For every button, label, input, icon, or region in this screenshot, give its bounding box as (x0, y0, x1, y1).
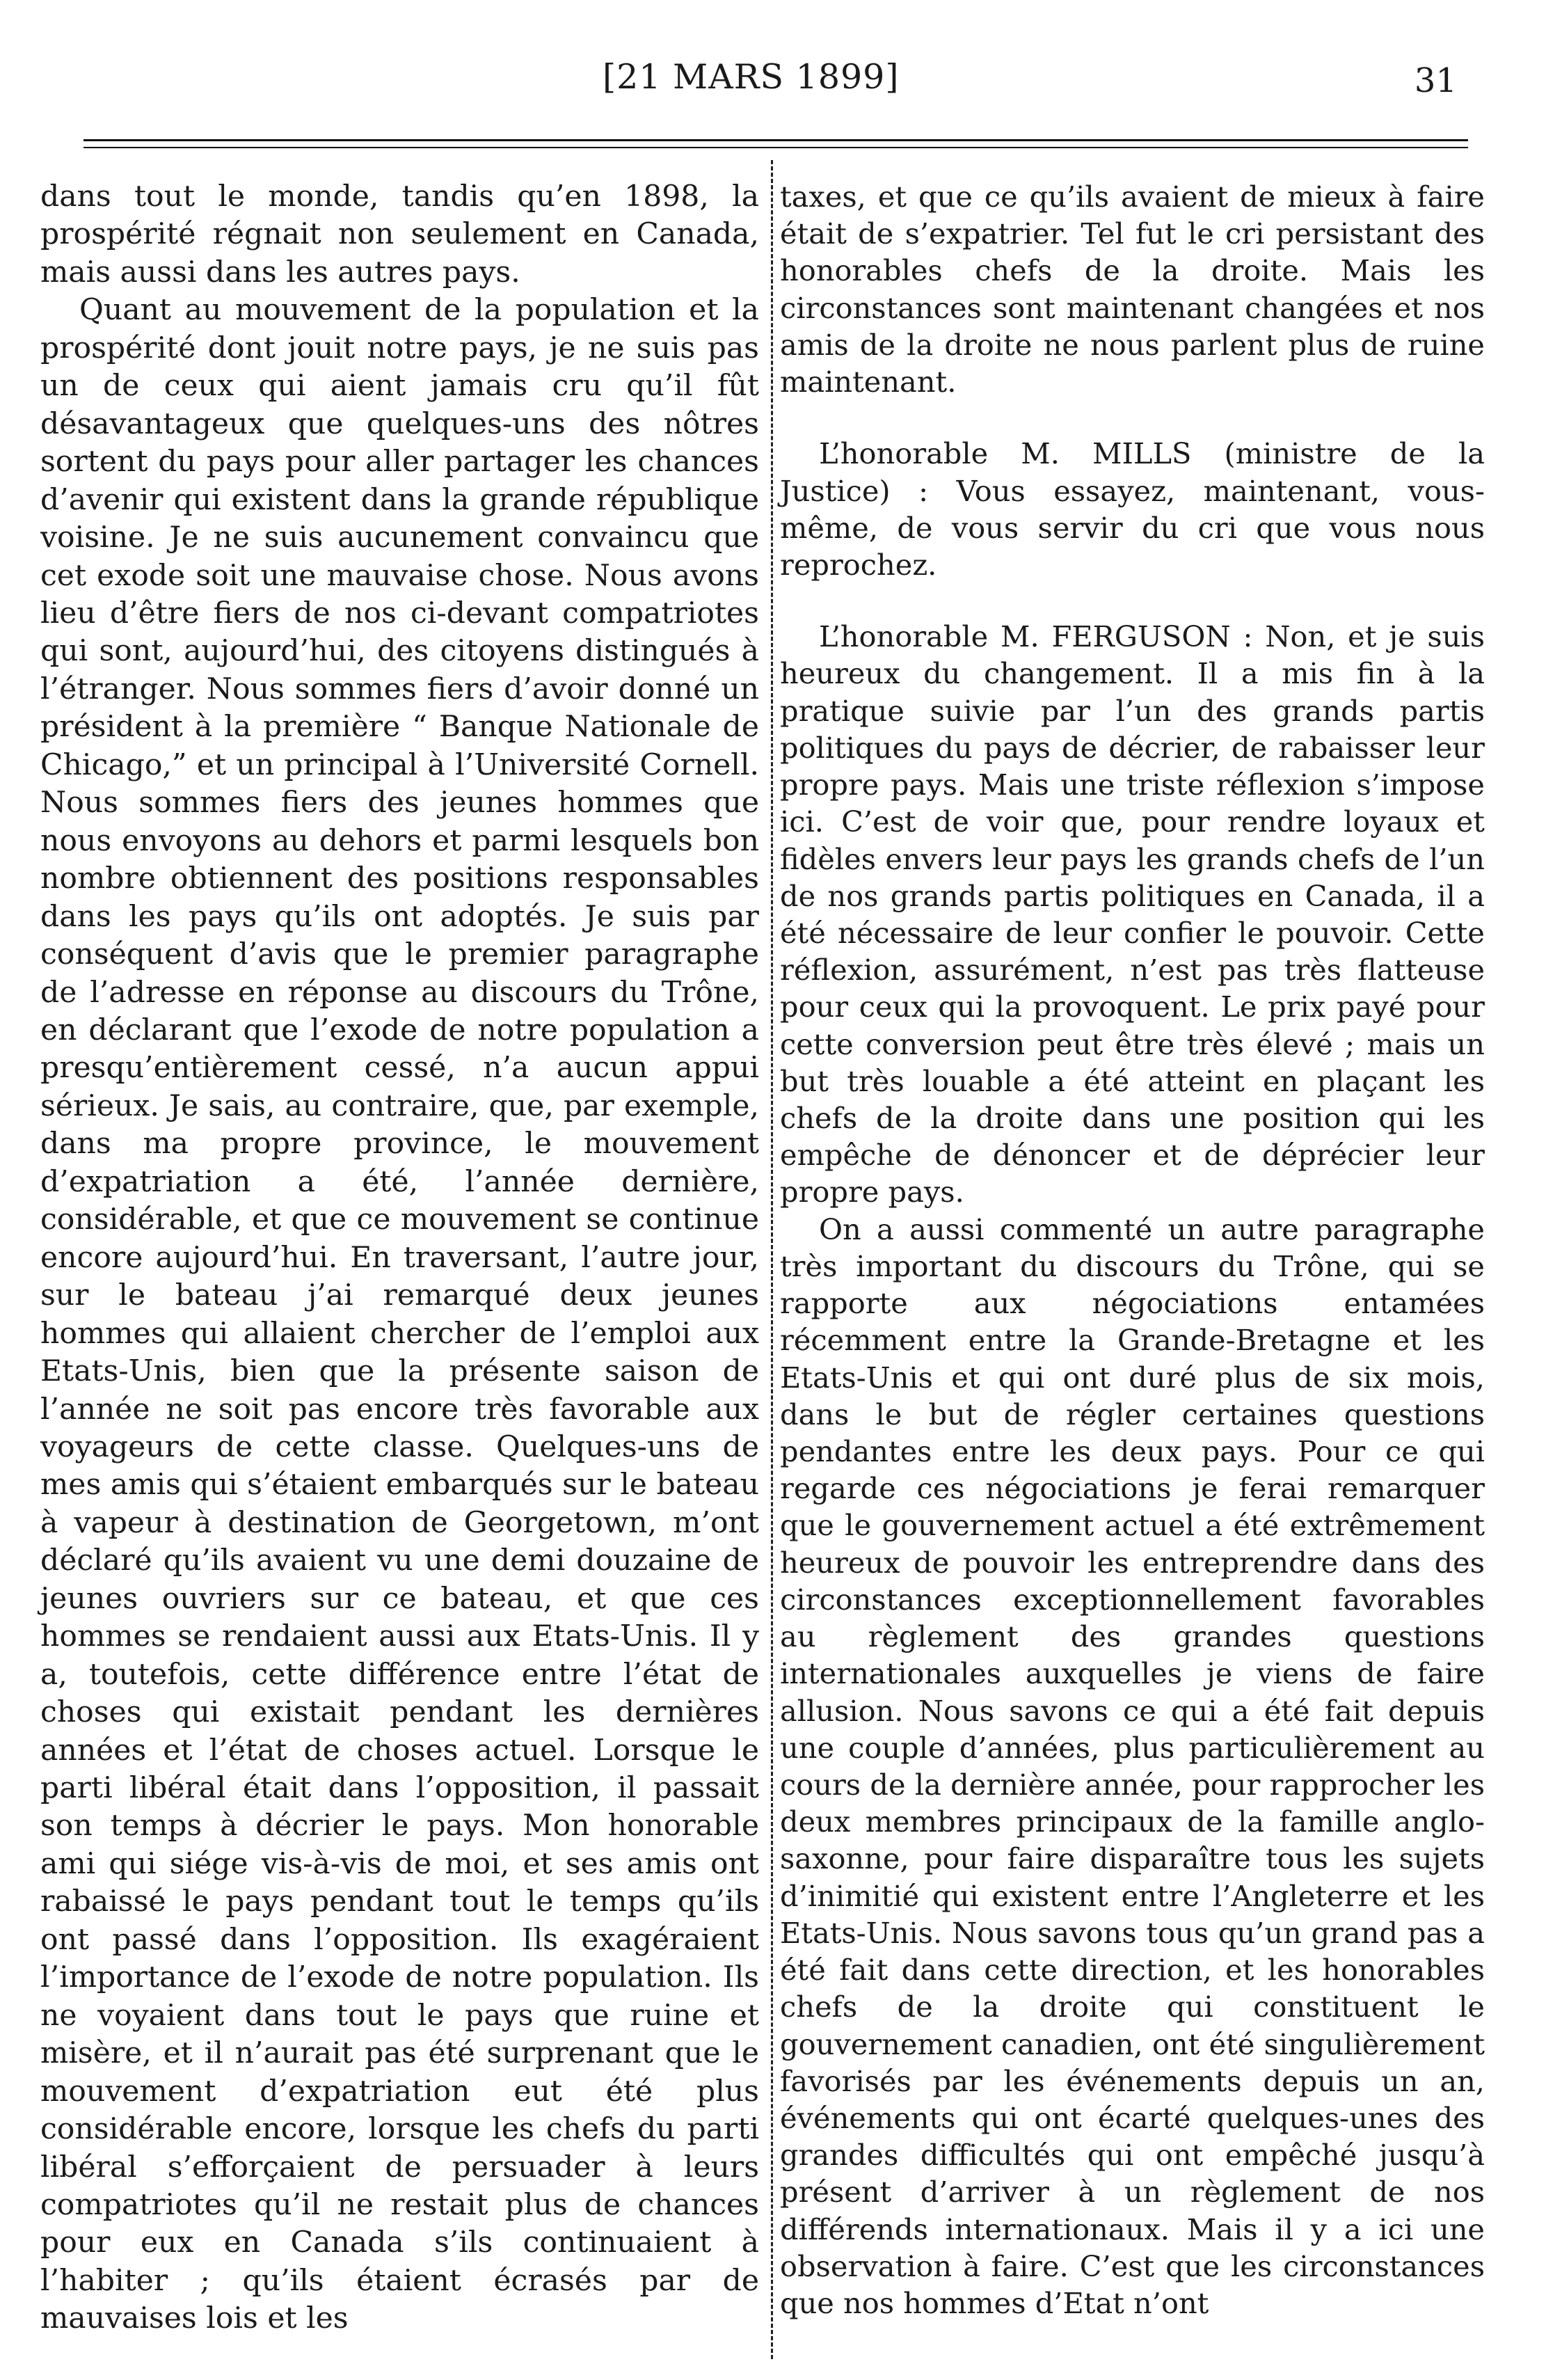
page-date: [21 MARS 1899] (603, 57, 900, 97)
page-number: 31 (1414, 61, 1457, 100)
page-header (0, 57, 1546, 113)
right-paragraph-negotiations: On a aussi commenté un autre paragraphe très important du discours du Trône, qui se rapporte aux négociations entamées récemment entre la Grande-Bretagne et les Etats-Unis et qui ont duré plus de six mois, dans le but de régler certaines questions pendantes entre les deux pays. Pour ce qui regarde ces négociations je ferai remarquer que le gouvernement actuel a été extrêmement heureux de pouvoir les entreprendre dans des circonstances exceptionnellement favorables au règlement des grandes questions internationales auxquelles je viens de faire allusion. Nous savons ce qui a été fait depuis une couple d’années, plus particulièrement au cours de la dernière année, pour rapprocher les deux membres principaux de la famille anglo-saxonne, pour faire disparaître tous les sujets d’inimitié qui existent entre l’Angleterre et les Etats-Unis. Nous savons tous qu’un grand pas a été fait dans cette direction, et les honorables chefs de la droite qui constituent le gouvernement canadien, ont été singulièrement favorisés par les événements depuis un an, événements qui ont écarté quelques-unes des grandes difficultés qui ont empêché jusqu’à présent d’arriver à un règlement de nos différends internationaux. Mais il y a ici une observation à faire. C’est que les circonstances que nos hommes d’Etat n’ont (780, 1212, 1485, 2321)
header-rule-top (83, 139, 1468, 141)
right-column (780, 178, 1485, 2322)
right-paragraph-ferguson: L’honorable M. FERGUSON : Non, et je suis heureux du changement. Il a mis fin à la pratique suivie par l’un des grands partis politiques du pays de décrier, de rabaisser leur propre pays. Mais une triste réflexion s’impose ici. C’est de voir que, pour rendre loyaux et fidèles envers leur pays les grands chefs de l’un de nos grands partis politiques en Canada, il a été nécessaire de leur confier le pouvoir. Cette réflexion, assurément, n’est pas très flatteuse pour ceux qui la provoquent. Le prix payé pour cette conversion peut être très élevé ; mais un but très louable a été atteint en plaçant les chefs de la droite dans une position qui les empêche de dénoncer et de déprécier leur propre pays. (780, 619, 1485, 1209)
column-divider (771, 160, 773, 2359)
right-paragraph-mills: L’honorable M. MILLS (ministre de la Justice) : Vous essayez, maintenant, vous-même, de vous servir du cri que vous nous reprochez. (780, 436, 1485, 582)
header-rule-bottom (83, 147, 1468, 148)
left-paragraph-1: dans tout le monde, tandis qu’en 1898, la prospérité régnait non seulement en Canada, mais aussi dans les autres pays. (40, 180, 759, 289)
left-column (40, 178, 759, 2338)
left-paragraph-2: Quant au mouvement de la population et la prospérité dont jouit notre pays, je ne suis pas un de ceux qui aient jamais cru qu’il fût désavantageux que quelques-uns des nôtres sortent du pays pour aller partager les chances d’avenir qui existent dans la grande république voisine. Je ne suis aucunement convaincu que cet exode soit une mauvaise chose. Nous avons lieu d’être fiers de nos ci-devant compatriotes qui sont, aujourd’hui, des citoyens distingués à l’étranger. Nous sommes fiers d’avoir donné un président à la première “ Banque Nationale de Chicago,” et un principal à l’Université Cornell. Nous sommes fiers des jeunes hommes que nous envoyons au dehors et parmi lesquels bon nombre obtiennent des positions responsables dans les pays qu’ils ont adoptés. Je suis par conséquent d’avis que le premier paragraphe de l’adresse en réponse au discours du Trône, en déclarant que l’exode de notre population a presqu’entièrement cessé, n’a aucun appui sérieux. Je sais, au contraire, que, par exemple, dans ma propre province, le mouvement d’expatriation a été, l’année dernière, considérable, et que ce mouvement se continue encore aujourd’hui. En traversant, l’autre jour, sur le bateau j’ai remarqué deux jeunes hommes qui allaient chercher de l’emploi aux Etats-Unis, bien que la présente saison de l’année ne soit pas encore très favorable aux voyageurs de cette classe. Quelques-uns de mes amis qui s’étaient embarqués sur le bateau à vapeur à destination de Georgetown, m’ont déclaré qu’ils avaient vu une demi douzaine de jeunes ouvriers sur ce bateau, et que ces hommes se rendaient aussi aux Etats-Unis. Il y a, toutefois, cette différence entre l’état de choses qui existait pendant les dernières années et l’état de choses actuel. Lorsque le parti libéral était dans l’opposition, il passait son temps à décrier le pays. Mon honorable ami qui siége vis-à-vis de moi, et ses amis ont rabaissé le pays pendant tout le temps qu’ils ont passé dans l’opposition. Ils exagéraient l’importance de l’exode de notre population. Ils ne voyaient dans tout le pays que ruine et misère, et il n’aurait pas été surprenant que le mouvement d’expatriation eut été plus considérable encore, lorsque les chefs du parti libéral s’efforçaient de persuader à leurs compatriotes qu’il ne restait plus de chances pour eux en Canada s’ils continuaient à l’habiter ; qu’ils étaient écrasés par de mauvaises lois et les (40, 293, 759, 2336)
right-paragraph-1: taxes, et que ce qu’ils avaient de mieux à faire était de s’expatrier. Tel fut le cri persistant des honorables chefs de la droite. Mais les circonstances sont maintenant changées et nos amis de la droite ne nous parlent plus de ruine maintenant. (780, 180, 1485, 399)
